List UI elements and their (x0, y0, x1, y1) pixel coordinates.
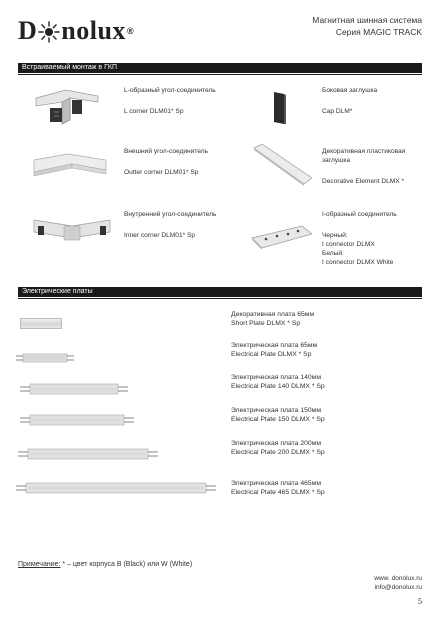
plate-name: Электрическая плата 465мм (231, 480, 322, 487)
item-name: Боковая заглушка (322, 87, 378, 94)
plate-item (231, 479, 325, 497)
plate-name: Электрическая плата 140мм (231, 374, 322, 381)
plate-image-150 (20, 413, 134, 425)
section-header-electrical: Электрические платы (18, 287, 422, 297)
item-name: Внешний угол-соединитель (124, 148, 209, 155)
header-line1: Магнитная шинная система (312, 15, 422, 25)
item-line2: I connector DLMX (322, 241, 375, 248)
item-name: Внутренний угол-соединитель (124, 211, 217, 218)
registered-mark: ® (126, 26, 135, 36)
plate-code: Electrical Plate 150 DLMX * Sp (231, 416, 325, 423)
plate-item (231, 406, 325, 424)
plate-code: Short Plate DLMX * Sp (231, 320, 301, 327)
plate-name: Электрическая плата 200мм (231, 440, 322, 447)
brand-logo (18, 18, 134, 44)
section-divider (18, 298, 422, 299)
item-code: Decorative Element DLMX * (322, 178, 405, 185)
footnote-text: * – цвет корпуса B (Black) или W (White) (60, 561, 193, 568)
item-line1: Черный: (322, 232, 348, 239)
plate-item (231, 341, 317, 359)
brand-name-part1: D (18, 16, 38, 45)
plate-code: Electrical Plate 465 DLMX * Sp (231, 489, 325, 496)
item-l-corner (124, 86, 216, 116)
page-number: 5 (418, 597, 422, 606)
plate-item (231, 373, 325, 391)
item-decorative-element (322, 147, 405, 186)
plate-code: Electrical Plate 140 DLMX * Sp (231, 383, 325, 390)
item-name: L-образный угол-соединитель (124, 87, 216, 94)
footer-website[interactable]: www. donolux.ru (374, 575, 422, 582)
footnote-label: Примечание: (18, 561, 61, 568)
item-code: Outter corner DLM01* Sp (124, 169, 199, 176)
item-code: Cap DLM* (322, 108, 353, 115)
decorative-element-image (252, 142, 314, 186)
plate-code: Electrical Plate DLMX * Sp (231, 351, 312, 358)
section-header-mounting: Встраиваемый монтаж в ГКП (18, 63, 422, 73)
l-corner-image (32, 84, 104, 128)
sun-logo-icon (38, 20, 60, 42)
plate-image-465 (16, 481, 216, 493)
plate-image-short (20, 318, 62, 329)
plate-name: Электрическая плата 65мм (231, 342, 318, 349)
plate-code: Electrical Plate 200 DLMX * Sp (231, 449, 325, 456)
plate-image-200 (18, 447, 158, 459)
item-line4: I connector DLMX White (322, 259, 394, 266)
item-line3: Белый: (322, 250, 344, 257)
cap-image (272, 90, 288, 126)
plate-image-65 (16, 350, 74, 360)
footnote (18, 561, 192, 568)
item-name: I-образный соединитель (322, 211, 397, 218)
header-line2: Серия MAGIC TRACK (335, 27, 422, 37)
brand-name-part2: nolux (61, 16, 126, 45)
footer-email[interactable]: info@donolux.ru (374, 584, 422, 591)
item-inner-corner (124, 210, 216, 240)
i-connector-image (250, 224, 314, 250)
plate-name: Электрическая плата 150мм (231, 407, 322, 414)
item-name-line2: заглушка (322, 157, 351, 164)
item-code: Inner corner DLM01* Sp (124, 232, 196, 239)
item-cap (322, 86, 377, 116)
footer-contacts (374, 574, 422, 592)
item-name-line1: Декоративная пластиковая (322, 148, 406, 155)
plate-item (231, 439, 325, 457)
item-outer-corner (124, 147, 208, 177)
section-divider (18, 74, 422, 75)
item-i-connector (322, 210, 397, 267)
header-series (312, 14, 422, 38)
item-code: L corner DLM01* Sp (124, 108, 184, 115)
outer-corner-image (32, 150, 108, 180)
plate-item (231, 310, 314, 328)
plate-image-140 (20, 382, 128, 394)
inner-corner-image (32, 212, 112, 244)
plate-name: Декоративная плата 65мм (231, 311, 315, 318)
